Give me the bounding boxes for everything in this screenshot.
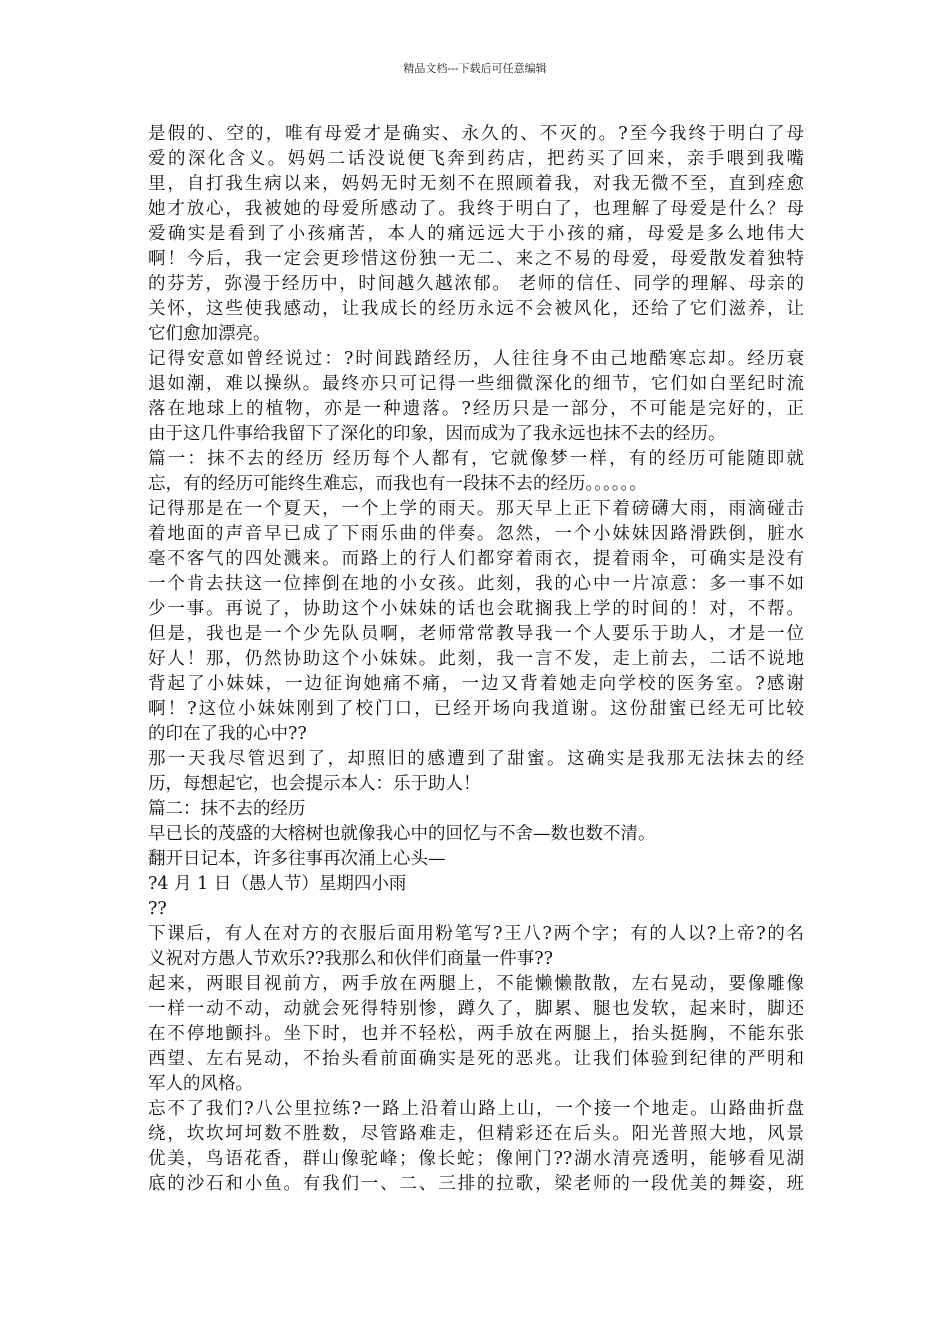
text-line: 啊！今后，我一定会更珍惜这份独一无二、来之不易的母爱，母爱散发着独特 (148, 249, 804, 269)
text-line: 记得安意如曾经说过：?时间践踏经历，人往往身不由己地酷寒忘却。经历衰 (148, 349, 804, 369)
text-line: 的芬芳，弥漫于经历中，时间越久越浓郁。 老师的信任、同学的理解、母亲的 (148, 274, 804, 294)
text-line: 一样一动不动，动就会死得特别惨，蹲久了，脚累、腿也发软，起来时，脚还 (148, 999, 804, 1019)
text-line: 好人！那，仍然协助这个小妹妹。此刻，我一言不发，走上前去，二话不说地 (148, 649, 804, 669)
document-body (148, 122, 804, 1197)
text-line: 历，每想起它，也会提示本人：乐于助人！ (148, 774, 481, 794)
text-line: 爱确实是看到了小孩痛苦，本人的痛远远大于小孩的痛，母爱是多么地伟大 (148, 224, 804, 244)
text-line: 记得那是在一个夏天，一个上学的雨天。那天早上正下着磅礴大雨，雨滴碰击 (148, 499, 804, 519)
text-line: 落在地球上的植物，亦是一种遗落。?经历只是一部分，不可能是完好的，正 (148, 399, 804, 419)
text-line: 义祝对方愚人节欢乐??我那么和伙伴们商量一件事?? (148, 949, 554, 969)
text-line: 着地面的声音早已成了下雨乐曲的伴奏。忽然，一个小妹妹因路滑跌倒，脏水 (148, 524, 804, 544)
text-line: 她才放心，我被她的母爱所感动了。我终于明白了，也理解了母爱是什么？母 (148, 199, 804, 219)
text-line: 优美，鸟语花香，群山像驼峰；像长蛇；像闸门??湖水清亮透明，能够看见湖 (148, 1149, 804, 1169)
text-line: 忘不了我们?八公里拉练?一路上沿着山路上山，一个接一个地走。山路曲折盘 (148, 1099, 804, 1119)
text-line: 那一天我尽管迟到了，却照旧的感遭到了甜蜜。这确实是我那无法抹去的经 (148, 749, 804, 769)
text-line: 里，自打我生病以来，妈妈无时无刻不在照顾着我，对我无微不至，直到痊愈 (148, 174, 804, 194)
page-header: 精品文档---下载后可任意编辑 (403, 62, 547, 75)
text-line: 西望、左右晃动，不抬头看前面确实是死的恶兆。让我们体验到纪律的严明和 (148, 1049, 804, 1069)
text-line: 篇二：抹不去的经历 (148, 799, 306, 819)
text-line: ?? (148, 899, 167, 919)
text-line: 军人的风格。 (148, 1074, 253, 1094)
text-line: 绕，坎坎坷坷数不胜数，尽管路难走，但精彩还在后头。阳光普照大地，风景 (148, 1124, 804, 1144)
text-line: 在不停地颤抖。坐下时，也并不轻松，两手放在两腿上，抬头挺胸，不能东张 (148, 1024, 804, 1044)
text-line: 底的沙石和小鱼。有我们一、二、三排的拉歌，梁老师的一段优美的舞姿，班 (148, 1174, 804, 1194)
text-line: 是假的、空的，唯有母爱才是确实、永久的、不灭的。?至今我终于明白了母 (148, 124, 804, 144)
text-line: ?4 月 1 日（愚人节）星期四小雨 (148, 874, 407, 894)
text-line: 但是，我也是一个少先队员啊，老师常常教导我一个人要乐于助人，才是一位 (148, 624, 804, 644)
text-line: 的印在了我的心中?? (148, 724, 307, 744)
text-line: 它们愈加漂亮。 (148, 324, 271, 344)
text-line: 爱的深化含义。妈妈二话没说便飞奔到药店，把药买了回来，亲手喂到我嘴 (148, 149, 804, 169)
text-line: 啊！?这位小妹妹刚到了校门口，已经开场向我道谢。这份甜蜜已经无可比较 (148, 699, 804, 719)
text-line: 毫不客气的四处溅来。而路上的行人们都穿着雨衣，提着雨伞，可确实是没有 (148, 549, 804, 569)
text-line: 背起了小妹妹，一边征询她痛不痛，一边又背着她走向学校的医务室。?感谢 (148, 674, 804, 694)
text-line: 一个肯去扶这一位摔倒在地的小女孩。此刻，我的心中一片凉意：多一事不如 (148, 574, 804, 594)
text-line: 忘，有的经历可能终生难忘，而我也有一段抹不去的经历。。。。。。 (148, 474, 647, 494)
text-line: 起来，两眼目视前方，两手放在两腿上，不能懒懒散散，左右晃动，要像雕像 (148, 974, 804, 994)
text-line: 翻开日记本，许多往事再次涌上心头— (148, 849, 446, 869)
text-line: 下课后，有人在对方的衣服后面用粉笔写?王八?两个字；有的人以?上帝?的名 (148, 924, 804, 944)
text-line: 退如潮，难以操纵。最终亦只可记得一些细微深化的细节，它们如白垩纪时流 (148, 374, 804, 394)
text-line: 篇一：抹不去的经历 经历每个人都有，它就像梦一样，有的经历可能随即就 (148, 449, 804, 469)
text-line: 关怀，这些使我感动，让我成长的经历永远不会被风化，还给了它们滋养，让 (148, 299, 804, 319)
text-line: 少一事。再说了，协助这个小妹妹的话也会耽搁我上学的时间的！对，不帮。 (148, 599, 804, 619)
text-line: 早已长的茂盛的大榕树也就像我心中的回忆与不舍—数也数不清。 (148, 824, 656, 844)
text-line: 由于这几件事给我留下了深化的印象，因而成为了我永远也抹不去的经历。 (148, 424, 726, 444)
